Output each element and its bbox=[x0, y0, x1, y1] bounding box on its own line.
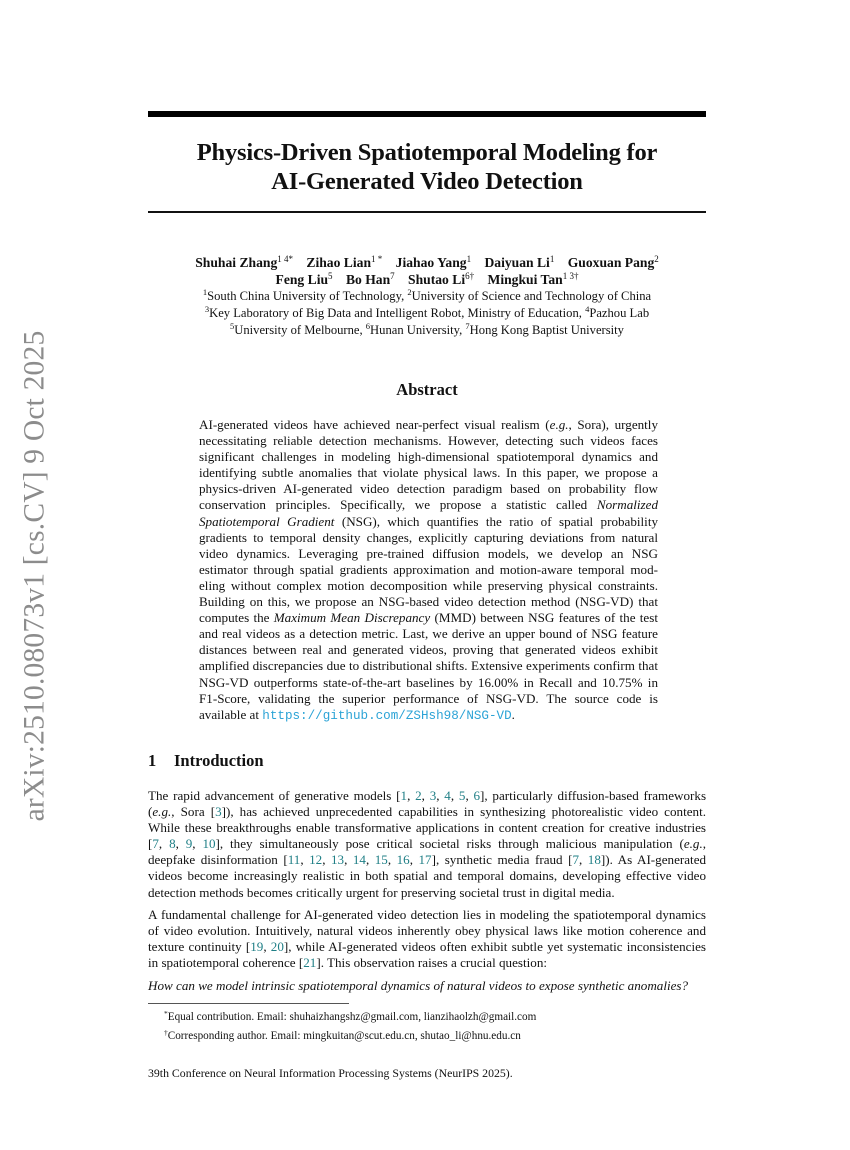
source-code-link[interactable]: https://github.com/ZSHsh98/NSG-VD bbox=[262, 708, 512, 723]
citation-link[interactable]: 11 bbox=[287, 852, 301, 868]
citation-link[interactable]: 4 bbox=[444, 788, 451, 803]
nsg-term: Normalized Spatiotemporal Gradient bbox=[199, 497, 658, 529]
intro-paragraph-2: A fundamental challenge for AI-generated video detection lies in modeling the spatiotemporal dynamics of video evolution. Intuitively, natural videos inherently obey physical laws like motion coherence and texture continuity [19, 20], while AI-generated videos often exhibit subtle yet systematic inconsistencies in spatiotemporal coherence [21]. This observation raises a crucial question: bbox=[148, 907, 707, 971]
citation-link[interactable]: 13 bbox=[330, 852, 345, 868]
citation-link[interactable]: 15 bbox=[374, 852, 388, 868]
arxiv-identifier-stamp bbox=[14, 322, 56, 830]
citation-link[interactable]: 20 bbox=[270, 939, 284, 955]
author-names-line-2 bbox=[148, 271, 706, 288]
citation-link[interactable]: 3 bbox=[215, 804, 222, 820]
italic-text: e.g. bbox=[152, 804, 172, 820]
title-line-2: AI-Generated Video Detection bbox=[271, 168, 583, 195]
citation-link[interactable]: 21 bbox=[303, 955, 317, 971]
footnote-equal-contribution: *Equal contribution. Email: shuhaizhangshz@gmail.com, lianzihaolzh@gmail.com bbox=[164, 1009, 537, 1023]
intro-paragraph-1: The rapid advancement of generative models [1, 2, 3, 4, 5, 6], particularly diffusion-based frameworks (e.g., Sora [3]), has achieved unprecedented capabilities in synthesizing photorealistic video content. While these breakthroughs enable transformative applications in content creation for creative industries [7, 8, 9, 10], they simultaneously pose critical societal risks through malicious manipulation (e.g., deepfake disinformation [11, 12, 13, 14, 15, 16, 17], synthetic media fraud [7, 18]). As AI-generated videos become increasingly realistic in both spatial and temporal domains, developing effective video detection methods becomes critically urgent for preserving societal trust in digital media. bbox=[148, 788, 707, 900]
footnote-corresponding-author: †Corresponding author. Email: mingkuitan@scut.edu.cn, shutao_li@hnu.edu.cn bbox=[164, 1028, 521, 1042]
title-line-1: Physics-Driven Spatiotemporal Modeling for bbox=[196, 139, 658, 166]
author-names-line-1 bbox=[148, 254, 706, 271]
italic-text: e.g. bbox=[683, 836, 703, 852]
paper-title bbox=[148, 138, 706, 196]
abstract-body: AI-generated videos have achieved near-perfect visual realism (e.g., Sora), urgently necessitating reliable detection mechanisms. However, detecting such videos faces significant challenges in modeling high-dimensional spatiotemporal dynamics and identifying subtle anomalies that violate physical laws. In this paper, we propose a physics-driven AI-generated video detection paradigm based on probability flow conservation principles. Specifically, we propose a statistic called Normalized Spatiotemporal Gradient (NSG), which quantifies the ratio of spatial probability gradients to temporal density changes, explicitly capturing deviations from natural video dynamics. Leveraging pre-trained diffusion models, we develop an NSG estimator through spatial gradients approximation and motion-aware temporal modeling without complex motion decomposition while preserving physical constraints. Building on this, we propose an NSG-based video detection method (NSG-VD) that computes the Maximum Mean Discrepancy (MMD) between NSG features of the test and real videos as a detection metric. Last, we derive an upper bound of NSG feature distances between real and generated videos, proving that generated videos exhibit amplified discrepancies due to distributional shifts. Extensive experiments confirm that NSG-VD outperforms state-of-the-art baselines by 16.00% in Recall and 10.75% in F1-Score, validating the superior performance of NSG-VD. The source code is available at https://github.com/ZSHsh98/NSG-VD. bbox=[199, 417, 659, 723]
citation-link[interactable]: 12 bbox=[309, 852, 323, 868]
citation-link[interactable]: 8 bbox=[169, 836, 176, 852]
author: Guoxuan Pang$^2$ bbox=[567, 254, 659, 270]
arxiv-stamp-text: arXiv:2510.08073v1 [cs.CV] 9 Oct 2025 bbox=[18, 330, 51, 822]
section-title: Introduction bbox=[174, 751, 264, 770]
section-number: 1 bbox=[148, 751, 157, 770]
citation-link[interactable]: 19 bbox=[250, 939, 264, 955]
citation-link[interactable]: 7 bbox=[152, 836, 159, 852]
author: Zihao Lian$^{1 *}$ bbox=[306, 254, 383, 270]
citation-link[interactable]: 2 bbox=[415, 788, 422, 803]
affiliation-line-1: $^1$South China University of Technology, $^2$University of Science and Technology of China bbox=[202, 287, 652, 303]
footnotes bbox=[164, 1006, 704, 1044]
abstract-heading: Abstract bbox=[396, 380, 458, 399]
author: Shutao $Li^{6\dagger}$ bbox=[408, 271, 475, 287]
venue-footer: 39th Conference on Neural Information Processing Systems (NeurIPS 2025). bbox=[148, 1066, 513, 1080]
title-top-rule bbox=[148, 111, 706, 117]
citation-link[interactable]: 14 bbox=[352, 852, 366, 868]
author: Mingkui Tan$^{1 3\dagger}$ bbox=[487, 271, 579, 287]
section-heading-introduction bbox=[148, 751, 264, 771]
citation-link[interactable]: 9 bbox=[185, 836, 193, 852]
affiliation-line-3: $^5$University of Melbourne, $^6$Hunan University, $^7$Hong Kong Baptist University bbox=[230, 321, 624, 337]
author: Daiyuan Li$^1$ bbox=[484, 254, 555, 270]
citation-link[interactable]: 10 bbox=[202, 836, 216, 852]
citation-link[interactable]: 16 bbox=[396, 852, 410, 868]
citation-link[interactable]: 3 bbox=[429, 788, 437, 803]
citation-link[interactable]: 7 bbox=[572, 852, 580, 868]
affiliation-line-2: $^3$Key Laboratory of Big Data and Intelligent Robot, Ministry of Education, $^4$Pazhou Lab bbox=[204, 304, 650, 320]
mmd-term: Maximum Mean Discrepancy bbox=[273, 610, 431, 626]
citation-link[interactable]: 5 bbox=[458, 788, 466, 803]
author-block bbox=[148, 254, 706, 339]
title-bottom-rule bbox=[148, 211, 706, 213]
citation-link[interactable]: 1 bbox=[400, 788, 408, 803]
research-question: How can we model intrinsic spatiotemporal dynamics of natural videos to expose synthetic anomalies? bbox=[148, 978, 689, 993]
author: Shuhai Zhang$^{1 4*}$ bbox=[195, 254, 293, 270]
author: Feng Liu$^5$ bbox=[275, 271, 333, 287]
author: Bo Han$^7$ bbox=[345, 271, 395, 287]
citation-link[interactable]: 6 bbox=[473, 788, 481, 803]
citation-link[interactable]: 18 bbox=[587, 852, 601, 868]
author: Jiahao Yang$^1$ bbox=[395, 254, 472, 270]
citation-link[interactable]: 17 bbox=[418, 852, 432, 868]
footnote-rule bbox=[148, 1003, 349, 1004]
